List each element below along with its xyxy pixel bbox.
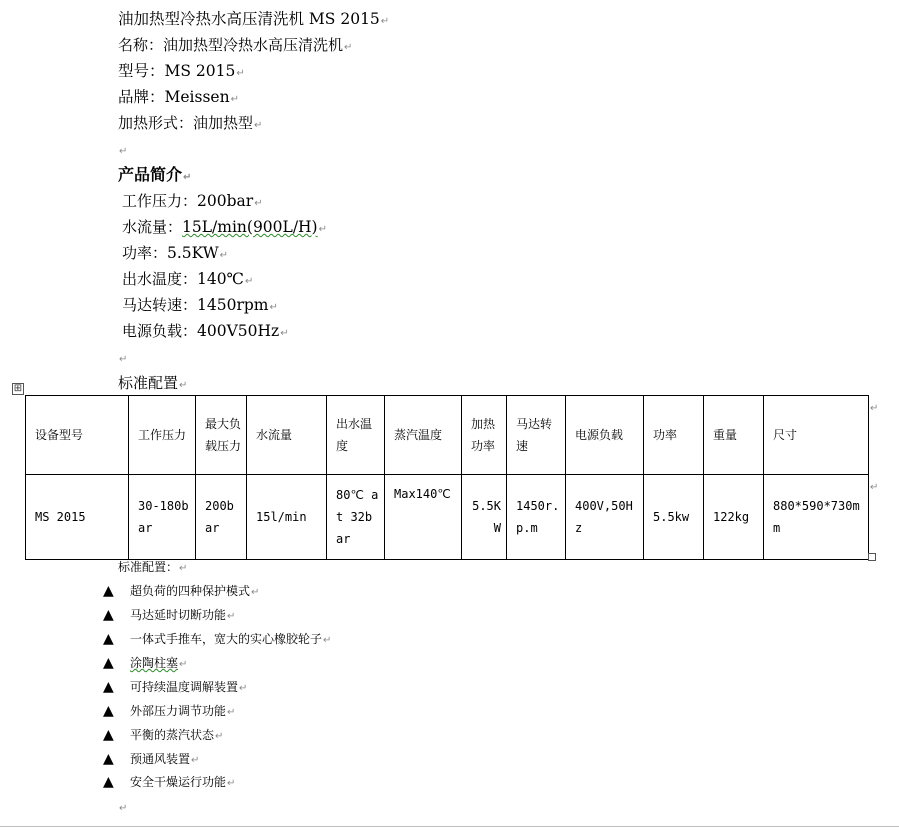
paragraph-mark: ↵ — [254, 120, 263, 131]
paragraph-mark: ↵ — [227, 611, 236, 622]
document-title: 油加热型冷热水高压清洗机 MS 2015↵ — [118, 10, 390, 28]
cell-power[interactable]: 5.5kw — [644, 475, 704, 560]
list-item: ▲ 涂陶柱塞↵ — [103, 655, 188, 671]
paragraph-mark: ↵ — [227, 707, 236, 718]
list-item: ▲ 一体式手推车，宽大的实心橡胶轮子↵ — [103, 631, 332, 647]
cell-weight[interactable]: 122kg — [704, 475, 764, 560]
paragraph-mark: ↵ — [219, 250, 229, 261]
list-item: ▲ 可持续温度调解装置↵ — [103, 679, 248, 695]
header-cell-dimensions[interactable]: 尺寸 — [764, 396, 869, 475]
header-cell-max-pressure[interactable]: 最大负载压力 — [196, 396, 247, 475]
paragraph-mark: ↵ — [280, 328, 289, 339]
cell-working-pressure[interactable]: 30-180bar — [129, 475, 196, 560]
paragraph-mark: ↵ — [344, 42, 353, 53]
paragraph-mark: ↵ — [183, 172, 192, 183]
paragraph-mark: ↵ — [323, 635, 332, 646]
empty-paragraph — [118, 139, 127, 162]
list-item: ▲ 外部压力调节功能↵ — [103, 703, 236, 719]
table-header-row — [26, 396, 869, 475]
list-item: ▲ 预通风装置↵ — [103, 751, 200, 767]
paragraph-mark: ↵ — [380, 16, 390, 27]
triangle-bullet-icon: ▲ — [103, 679, 114, 695]
paragraph-mark: ↵ — [179, 563, 188, 574]
spec-supply: 电源负载：400V50Hz↵ — [122, 322, 289, 340]
table-row — [26, 475, 869, 560]
paragraph-mark: ↵ — [119, 354, 128, 365]
spec-flow: 水流量：15L/min(900L/H)↵ — [122, 218, 327, 236]
page-bottom-divider — [0, 826, 899, 827]
table-resize-handle-icon[interactable] — [868, 553, 876, 561]
spec-table — [25, 395, 869, 560]
list-item: ▲ 马达延时切断功能↵ — [103, 607, 236, 623]
heating-line: 加热形式：油加热型↵ — [118, 114, 263, 132]
spec-pressure: 工作压力：200bar↵ — [122, 192, 263, 210]
paragraph-mark: ↵ — [179, 380, 188, 391]
intro-heading: 产品简介↵ — [118, 165, 192, 184]
model-line: 型号：MS 2015↵ — [118, 62, 245, 80]
spec-rpm: 马达转速：1450rpm↵ — [122, 296, 278, 314]
header-cell-power[interactable]: 功率 — [644, 396, 704, 475]
paragraph-mark: ↵ — [251, 587, 260, 598]
header-cell-steam-temp[interactable]: 蒸汽温度 — [385, 396, 462, 475]
header-cell-flow[interactable]: 水流量 — [247, 396, 327, 475]
cell-outlet-temp[interactable]: 80℃ at 32bar — [327, 475, 385, 560]
row-end-mark: ↵ — [870, 482, 879, 493]
header-cell-motor-speed[interactable]: 马达转速 — [507, 396, 566, 475]
cell-power-supply[interactable]: 400V,50Hz — [566, 475, 644, 560]
cell-steam-temp[interactable]: Max140℃ — [385, 475, 462, 560]
header-cell-working-pressure[interactable]: 工作压力 — [129, 396, 196, 475]
triangle-bullet-icon: ▲ — [103, 727, 114, 743]
paragraph-mark: ↵ — [179, 659, 188, 670]
paragraph-mark: ↵ — [269, 302, 278, 313]
paragraph-mark: ↵ — [227, 778, 236, 789]
features-heading: 标准配置：↵ — [118, 560, 188, 574]
list-item: ▲ 安全干燥运行功能↵ — [103, 774, 236, 790]
cell-flow[interactable]: 15l/min — [247, 475, 327, 560]
triangle-bullet-icon: ▲ — [103, 774, 114, 790]
header-cell-model[interactable]: 设备型号 — [26, 396, 129, 475]
spec-power: 功率：5.5KW↵ — [122, 244, 229, 262]
cell-model[interactable]: MS 2015 — [26, 475, 129, 560]
triangle-bullet-icon: ▲ — [103, 631, 114, 647]
header-cell-heating-power[interactable]: 加热功率 — [462, 396, 507, 475]
paragraph-mark: ↵ — [215, 731, 224, 742]
cell-dimensions[interactable]: 880*590*730mm — [764, 475, 869, 560]
list-item: ▲ 超负荷的四种保护模式↵ — [103, 583, 260, 599]
cell-max-pressure[interactable]: 200bar — [196, 475, 247, 560]
paragraph-mark: ↵ — [239, 683, 248, 694]
header-cell-power-supply[interactable]: 电源负载 — [566, 396, 644, 475]
paragraph-mark: ↵ — [191, 755, 200, 766]
table-move-handle-icon[interactable]: ⊞ — [13, 383, 23, 394]
row-end-mark: ↵ — [870, 403, 879, 414]
triangle-bullet-icon: ▲ — [103, 655, 114, 671]
paragraph-mark: ↵ — [119, 803, 128, 814]
paragraph-mark: ↵ — [318, 224, 327, 235]
paragraph-mark: ↵ — [236, 68, 245, 79]
header-cell-weight[interactable]: 重量 — [704, 396, 764, 475]
header-cell-outlet-temp[interactable]: 出水温度 — [327, 396, 385, 475]
triangle-bullet-icon: ▲ — [103, 703, 114, 719]
brand-line: 品牌：Meissen↵ — [118, 88, 239, 106]
cell-heating-power[interactable]: 5.5KW — [462, 475, 507, 560]
list-item: ▲ 平衡的蒸汽状态↵ — [103, 727, 224, 743]
cell-motor-speed[interactable]: 1450r.p.m — [507, 475, 566, 560]
triangle-bullet-icon: ▲ — [103, 583, 114, 599]
empty-paragraph — [118, 347, 127, 370]
empty-paragraph — [118, 796, 127, 819]
triangle-bullet-icon: ▲ — [103, 607, 114, 623]
paragraph-mark: ↵ — [119, 146, 128, 157]
paragraph-mark: ↵ — [254, 198, 263, 209]
triangle-bullet-icon: ▲ — [103, 751, 114, 767]
paragraph-mark: ↵ — [244, 276, 254, 287]
standard-config-heading: 标准配置↵ — [118, 374, 188, 392]
spec-temperature: 出水温度：140℃↵ — [122, 270, 254, 288]
paragraph-mark: ↵ — [230, 94, 239, 105]
name-line: 名称：油加热型冷热水高压清洗机↵ — [118, 36, 353, 54]
